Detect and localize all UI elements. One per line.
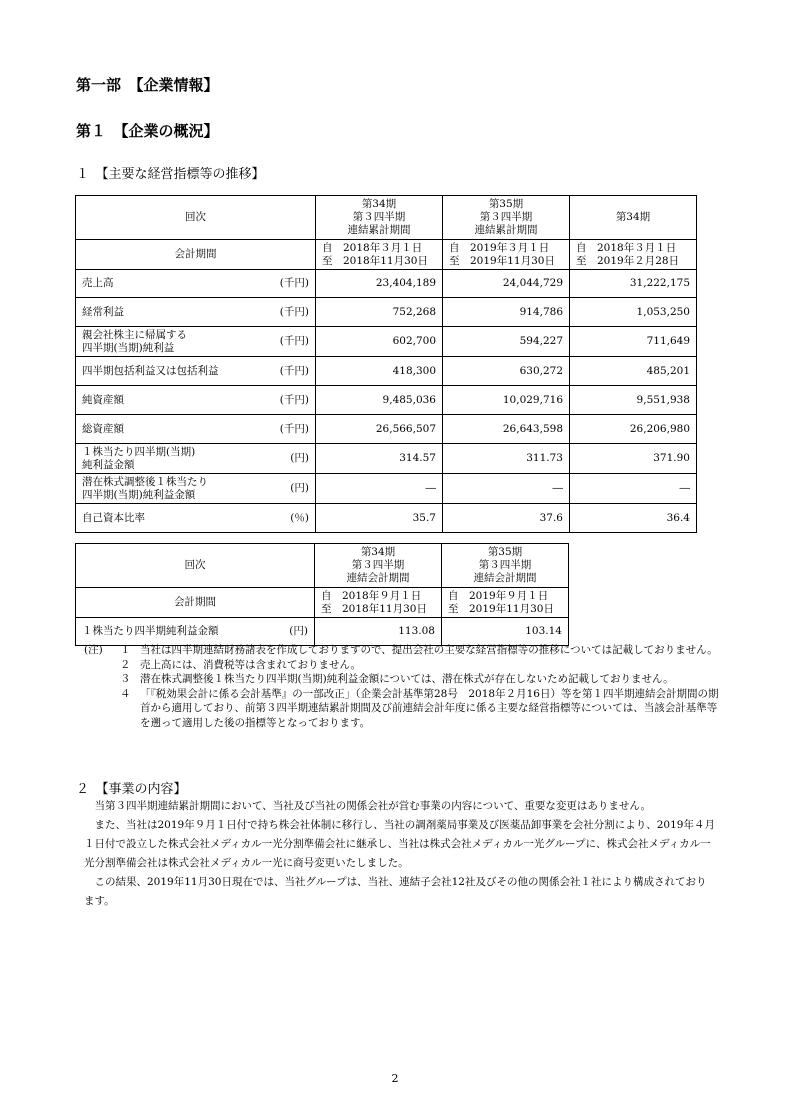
row-unit: (千円) bbox=[246, 386, 316, 415]
row-unit: (円) bbox=[246, 444, 316, 474]
table-row bbox=[76, 386, 697, 415]
paragraph: 当第３四半期連結累計期間において、当社及び当社の関係会社が営む事業の内容について、重要な変更はありません。 bbox=[94, 800, 651, 812]
value-cell: 24,044,729 bbox=[443, 270, 570, 298]
row-label: 売上高 bbox=[76, 270, 246, 298]
paragraph: この結果、2019年11月30日現在では、当社グループは、当社、連結子会社12社及びその他の関係会社１社により構成されております。 bbox=[84, 876, 707, 907]
value-cell: ― bbox=[316, 474, 443, 504]
header-label: 回次 bbox=[76, 196, 316, 240]
value-cell: 26,643,598 bbox=[443, 415, 570, 444]
period-cell: 自 2018年３月１日 至 2019年２月28日 bbox=[570, 240, 697, 270]
value-cell: 630,272 bbox=[443, 357, 570, 386]
section1-title: １ 【主要な経営指標等の推移】 bbox=[76, 167, 265, 182]
note-number: ４ bbox=[120, 687, 131, 700]
note-text: 潜在株式調整後１株当たり四半期(当期)純利益金額については、潜在株式が存在しないため記載しておりません。 bbox=[140, 673, 674, 685]
value-cell: 9,551,938 bbox=[570, 386, 697, 415]
row-label: 四半期包括利益又は包括利益 bbox=[76, 357, 246, 386]
row-unit: (千円) bbox=[246, 298, 316, 327]
period-cell: 自 2019年９月１日 至 2019年11月30日 bbox=[442, 588, 569, 618]
table-row bbox=[76, 270, 697, 298]
row-unit: (円) bbox=[246, 474, 316, 504]
row-label: １株当たり四半期純利益金額 bbox=[76, 618, 246, 646]
notes bbox=[84, 643, 724, 730]
row-label: 自己資本比率 bbox=[76, 504, 246, 533]
value-cell: 37.6 bbox=[443, 504, 570, 533]
note-number: ３ bbox=[120, 673, 131, 685]
value-cell: 311.73 bbox=[443, 444, 570, 474]
table-row bbox=[76, 474, 697, 504]
row-unit: (円) bbox=[246, 618, 315, 646]
value-cell: 711,649 bbox=[570, 327, 697, 357]
column-header: 第34期 第３四半期 連結会計期間 bbox=[315, 544, 442, 588]
value-cell: 26,566,507 bbox=[316, 415, 443, 444]
period-cell: 自 2018年３月１日 至 2018年11月30日 bbox=[316, 240, 443, 270]
value-cell: 314.57 bbox=[316, 444, 443, 474]
note-text: 売上高には、消費税等は含まれておりません。 bbox=[140, 658, 362, 671]
row-unit: (千円) bbox=[246, 415, 316, 444]
note-text: 「『税効果会計に係る会計基準』の一部改正」（企業会計基準第28号 2018年２月16日）等を第１四半期連結会計期間の期首から適用しており、前第３四半期連結累計期間及び前連結会計年度に係る主要な経営指標等については、当該会計基準等を遡って適用した後の指標等となっております。 bbox=[140, 687, 719, 729]
note-number: ２ bbox=[120, 658, 131, 671]
note-item bbox=[84, 658, 724, 673]
value-cell: 113.08 bbox=[315, 618, 442, 646]
value-cell: ― bbox=[570, 474, 697, 504]
table-row bbox=[76, 357, 697, 386]
column-header: 第34期 bbox=[570, 196, 697, 240]
paragraph: また、当社は2019年９月１日付で持ち株会社体制に移行し、当社の調剤薬局事業及び医薬品卸事業を会社分割により、2019年４月１日付で設立した株式会社メディカル一光分割準備会社に継承し、当社は株式会社メディカル一光グループに、株式会社メディカル一光分割準備会社は株式会社メディカル一光に商号変更いたしました。 bbox=[84, 819, 715, 869]
value-cell: ― bbox=[443, 474, 570, 504]
period-label: 会計期間 bbox=[76, 588, 315, 618]
value-cell: 914,786 bbox=[443, 298, 570, 327]
note-number: １ bbox=[120, 644, 131, 656]
value-cell: 752,268 bbox=[316, 298, 443, 327]
row-unit: (千円) bbox=[246, 270, 316, 298]
row-label: 総資産額 bbox=[76, 415, 246, 444]
period-cell: 自 2019年３月１日 至 2019年11月30日 bbox=[443, 240, 570, 270]
value-cell: 26,206,980 bbox=[570, 415, 697, 444]
part-title: 第一部 【企業情報】 bbox=[76, 76, 219, 94]
note-mark: (注) bbox=[84, 644, 103, 656]
table-row bbox=[76, 415, 697, 444]
value-cell: 23,404,189 bbox=[316, 270, 443, 298]
table-row bbox=[76, 298, 697, 327]
value-cell: 418,300 bbox=[316, 357, 443, 386]
row-label: 純資産額 bbox=[76, 386, 246, 415]
value-cell: 594,227 bbox=[443, 327, 570, 357]
row-label: 親会社株主に帰属する 四半期(当期)純利益 bbox=[76, 327, 246, 357]
value-cell: 1,053,250 bbox=[570, 298, 697, 327]
business-description bbox=[84, 797, 716, 911]
table-row bbox=[76, 504, 697, 533]
row-label: １株当たり四半期(当期) 純利益金額 bbox=[76, 444, 246, 474]
row-unit: (％) bbox=[246, 504, 316, 533]
row-unit: (千円) bbox=[246, 327, 316, 357]
value-cell: 36.4 bbox=[570, 504, 697, 533]
column-header: 第35期 第３四半期 連結会計期間 bbox=[442, 544, 569, 588]
key-indicators-table bbox=[75, 195, 697, 533]
column-header: 第34期 第３四半期 連結累計期間 bbox=[316, 196, 443, 240]
value-cell: 9,485,036 bbox=[316, 386, 443, 415]
quarterly-eps-table bbox=[75, 543, 569, 646]
value-cell: 10,029,716 bbox=[443, 386, 570, 415]
column-header: 第35期 第３四半期 連結累計期間 bbox=[443, 196, 570, 240]
row-unit: (千円) bbox=[246, 357, 316, 386]
row-label: 潜在株式調整後１株当たり 四半期(当期)純利益金額 bbox=[76, 474, 246, 504]
header-label: 回次 bbox=[76, 544, 315, 588]
value-cell: 35.7 bbox=[316, 504, 443, 533]
table-row bbox=[76, 444, 697, 474]
table-row bbox=[76, 618, 569, 646]
value-cell: 31,222,175 bbox=[570, 270, 697, 298]
period-label: 会計期間 bbox=[76, 240, 316, 270]
note-item bbox=[84, 672, 724, 687]
value-cell: 103.14 bbox=[442, 618, 569, 646]
period-cell: 自 2018年９月１日 至 2018年11月30日 bbox=[315, 588, 442, 618]
value-cell: 485,201 bbox=[570, 357, 697, 386]
note-text: 当社は四半期連結財務諸表を作成しておりますので、提出会社の主要な経営指標等の推移については記載しておりません。 bbox=[140, 644, 718, 656]
page-number: 2 bbox=[391, 1072, 399, 1085]
note-item bbox=[84, 687, 724, 731]
value-cell: 602,700 bbox=[316, 327, 443, 357]
table-row bbox=[76, 327, 697, 357]
chapter-title: 第１ 【企業の概況】 bbox=[76, 122, 219, 140]
row-label: 経常利益 bbox=[76, 298, 246, 327]
value-cell: 371.90 bbox=[570, 444, 697, 474]
section2-title: ２ 【事業の内容】 bbox=[76, 782, 187, 797]
note-item bbox=[84, 643, 724, 658]
